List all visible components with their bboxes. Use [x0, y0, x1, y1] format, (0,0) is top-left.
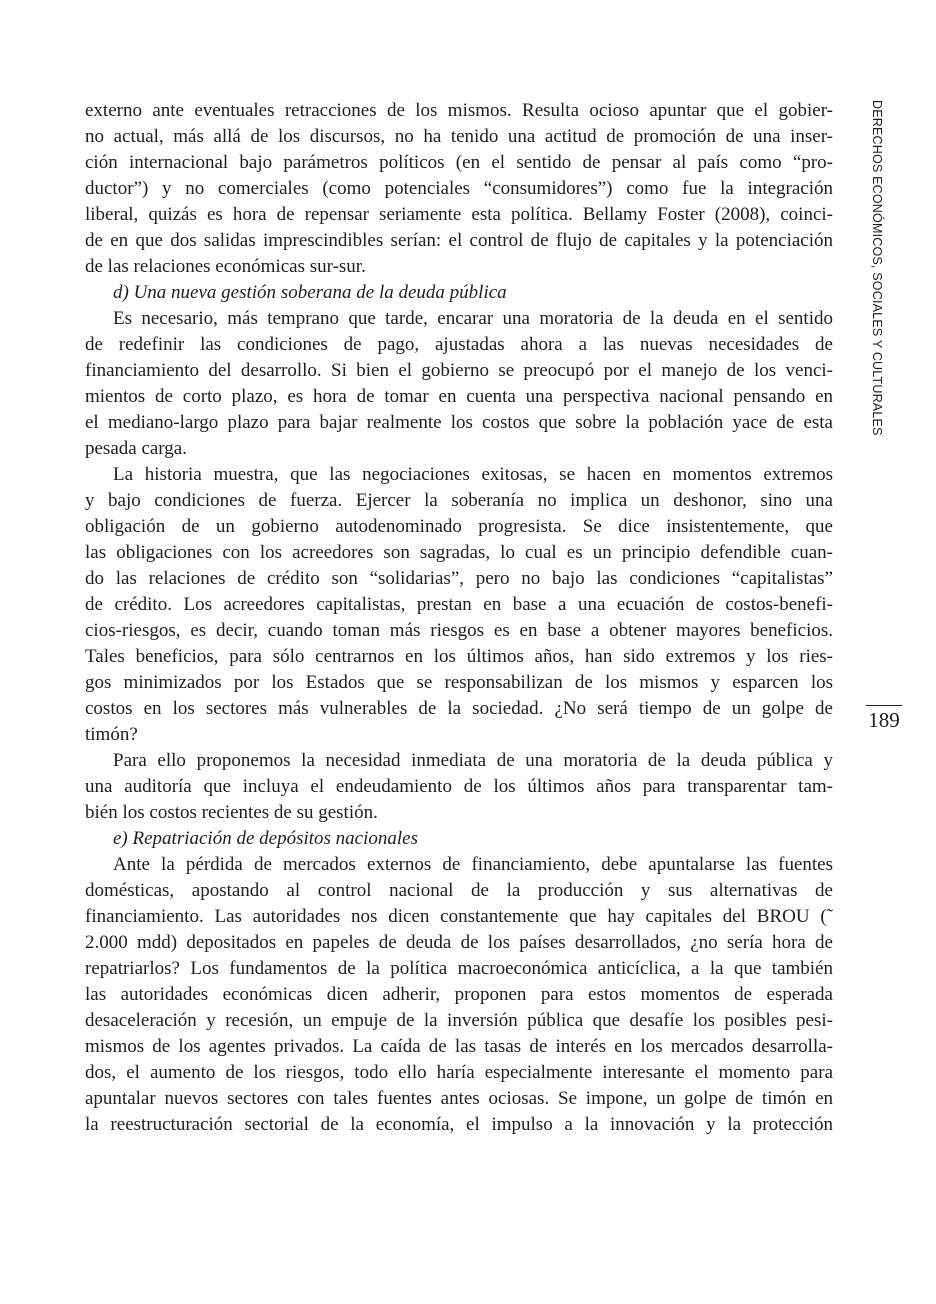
text-line: mientos de corto plazo, es hora de tomar en cuenta una perspectiva nacional pensando en: [85, 386, 833, 407]
text-line: gos minimizados por los Estados que se responsabilizan de los mismos y esparcen los: [85, 672, 833, 693]
text-line: de en que dos salidas imprescindibles serían: el control de flujo de capitales y la potenciación: [85, 230, 833, 251]
text-line: apuntalar nuevos sectores con tales fuentes antes ociosas. Se impone, un golpe de timón en: [85, 1088, 833, 1109]
text-line: la reestructuración sectorial de la economía, el impulso a la innovación y la protección: [85, 1114, 833, 1135]
section-heading: e) Repatriación de depósitos nacionales: [113, 828, 418, 849]
text-line: financiamiento del desarrollo. Si bien el gobierno se preocupó por el manejo de los venci-: [85, 360, 833, 381]
text-line: repatriarlos? Los fundamentos de la política macroeconómica anticíclica, a la que también: [85, 958, 833, 979]
text-line: y bajo condiciones de fuerza. Ejercer la soberanía no implica un deshonor, sino una: [85, 490, 833, 511]
text-line: de las relaciones económicas sur-sur.: [85, 256, 366, 277]
text-line: no actual, más allá de los discursos, no ha tenido una actitud de promoción de una inser-: [85, 126, 833, 147]
page-number: 189: [868, 708, 900, 732]
text-line: las autoridades económicas dicen adherir, proponen para estos momentos de esperada: [85, 984, 833, 1005]
text-line: desaceleración y recesión, un empuje de la inversión pública que desafíe los posibles pesi-: [85, 1010, 833, 1031]
text-line: de crédito. Los acreedores capitalistas, prestan en base a una ecuación de costos-benefi-: [85, 594, 833, 615]
text-line: obligación de un gobierno autodenominado progresista. Se dice insistentemente, que: [85, 516, 833, 537]
text-line: bién los costos recientes de su gestión.: [85, 802, 378, 823]
text-line: cios-riesgos, es decir, cuando toman más riesgos es en base a obtener mayores beneficios.: [85, 620, 833, 641]
text-line: Tales beneficios, para sólo centrarnos en los últimos años, han sido extremos y los ries-: [85, 646, 833, 667]
text-line: el mediano-largo plazo para bajar realmente los costos que sobre la población yace de esta: [85, 412, 833, 433]
text-line: externo ante eventuales retracciones de los mismos. Resulta ocioso apuntar que el gobier-: [85, 100, 833, 121]
text-line: una auditoría que incluya el endeudamiento de los últimos años para transparentar tam-: [85, 776, 833, 797]
text-line: las obligaciones con los acreedores son sagradas, lo cual es un principio defendible cuan-: [85, 542, 833, 563]
text-line: liberal, quizás es hora de repensar seriamente esta política. Bellamy Foster (2008), coinci-: [85, 204, 833, 225]
text-line: de redefinir las condiciones de pago, ajustadas ahora a las nuevas necesidades de: [85, 334, 833, 355]
text-line: dos, el aumento de los riesgos, todo ello haría especialmente interesante el momento para: [85, 1062, 833, 1083]
section-heading: d) Una nueva gestión soberana de la deuda pública: [113, 282, 507, 303]
text-line: costos en los sectores más vulnerables de la sociedad. ¿No será tiempo de un golpe de: [85, 698, 833, 719]
text-line: ductor”) y no comerciales (como potenciales “consumidores”) como fue la integración: [85, 178, 833, 199]
body-text: [85, 98, 833, 1138]
text-line: La historia muestra, que las negociaciones exitosas, se hacen en momentos extremos: [113, 464, 833, 485]
text-line: Para ello proponemos la necesidad inmediata de una moratoria de la deuda pública y: [113, 750, 833, 771]
page-number-rule: [866, 705, 902, 706]
text-line: pesada carga.: [85, 438, 187, 459]
text-line: 2.000 mdd) depositados en papeles de deuda de los países desarrollados, ¿no sería hora de: [85, 932, 833, 953]
text-line: do las relaciones de crédito son “solidarias”, pero no bajo las condiciones “capitalistas”: [85, 568, 833, 589]
text-line: Ante la pérdida de mercados externos de financiamiento, debe apuntalarse las fuentes: [113, 854, 833, 875]
text-line: financiamiento. Las autoridades nos dicen constantemente que hay capitales del BROU (˜: [85, 906, 833, 927]
running-head: DERECHOS ECONÓMICOS, SOCIALES Y CULTURALES: [870, 100, 884, 436]
text-line: mismos de los agentes privados. La caída de las tasas de interés en los mercados desarrolla-: [85, 1036, 833, 1057]
text-line: Es necesario, más temprano que tarde, encarar una moratoria de la deuda en el sentido: [113, 308, 833, 329]
text-line: domésticas, apostando al control nacional de la producción y sus alternativas de: [85, 880, 833, 901]
text-line: timón?: [85, 724, 138, 745]
text-line: ción internacional bajo parámetros políticos (en el sentido de pensar al país como “pro-: [85, 152, 833, 173]
